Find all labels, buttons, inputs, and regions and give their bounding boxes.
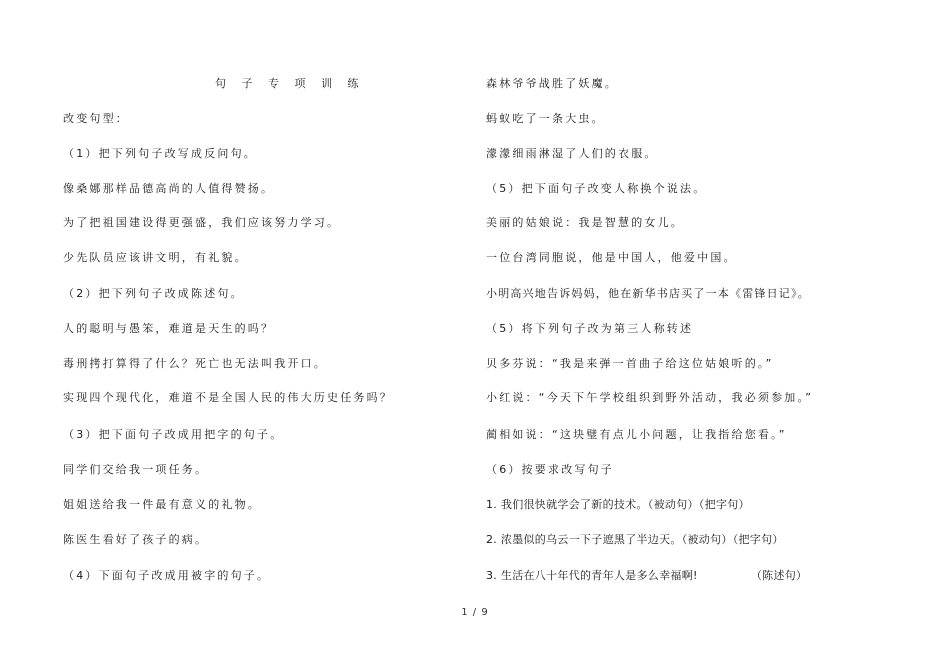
sentence-item: 陈医生看好了孩子的病。	[63, 533, 209, 546]
exercise-heading: （6）按要求改写句子	[486, 463, 614, 476]
sentence-item: 人的聪明与愚笨，难道是天生的吗？	[63, 322, 275, 335]
exercise-item: 1. 我们很快就学会了新的技术。（被动句）（把字句）	[486, 498, 750, 511]
sentence-item: 美丽的姑娘说：我是智慧的女儿。	[486, 216, 684, 229]
sentence-item: 小明高兴地告诉妈妈，他在新华书店买了一本《雷锋日记》。	[486, 287, 810, 300]
exercise-heading: （5）把下面句子改变人称换个说法。	[486, 182, 707, 195]
sentence-item: 为了把祖国建设得更强盛，我们应该努力学习。	[63, 216, 341, 229]
sentence-item: 濛濛细雨淋湿了人们的衣服。	[486, 147, 658, 160]
exercise-heading: （1）把下列句子改写成反问句。	[63, 147, 257, 160]
sentence-item: 森林爷爷战胜了妖魔。	[486, 77, 618, 90]
sentence-item: 一位台湾同胞说，他是中国人，他爱中国。	[486, 251, 737, 264]
worksheet-title: 句 子 专 项 训 练	[215, 77, 365, 90]
sentence-item: 贝多芬说：“我是来弹一首曲子给这位姑娘听的。”	[486, 357, 774, 370]
section-heading: 改变句型：	[63, 112, 129, 125]
exercise-heading: （4）下面句子改成用被字的句子。	[63, 569, 271, 582]
sentence-item: 蔺相如说：“这块璧有点儿小问题，让我指给您看。”	[486, 428, 787, 441]
sentence-item: 少先队员应该讲文明，有礼貌。	[63, 251, 248, 264]
exercise-item: 2. 浓墨似的乌云一下子遮黑了半边天。（被动句）（把字句）	[486, 533, 784, 546]
sentence-item: 像桑娜那样品德高尚的人值得赞扬。	[63, 182, 275, 195]
sentence-item: 小红说：“今天下午学校组织到野外活动，我必须参加。”	[486, 391, 814, 404]
sentence-item: 蚂蚁吃了一条大虫。	[486, 112, 605, 125]
sentence-item: 姐姐送给我一件最有意义的礼物。	[63, 498, 261, 511]
exercise-heading: （2）把下列句子改成陈述句。	[63, 287, 244, 300]
exercise-heading: （5）将下列句子改为第三人称转述	[486, 322, 694, 335]
sentence-item: 同学们交给我一项任务。	[63, 463, 209, 476]
sentence-item: 实现四个现代化，难道不是全国人民的伟大历史任务吗？	[63, 391, 393, 404]
page-indicator: 1 / 9	[461, 607, 489, 618]
exercise-heading: （3）把下面句子改成用把字的句子。	[63, 428, 284, 441]
exercise-item: 3. 生活在八十年代的青年人是多么幸福啊! （陈述句）	[486, 569, 808, 582]
sentence-item: 毒刑拷打算得了什么？死亡也无法叫我开口。	[63, 357, 327, 370]
